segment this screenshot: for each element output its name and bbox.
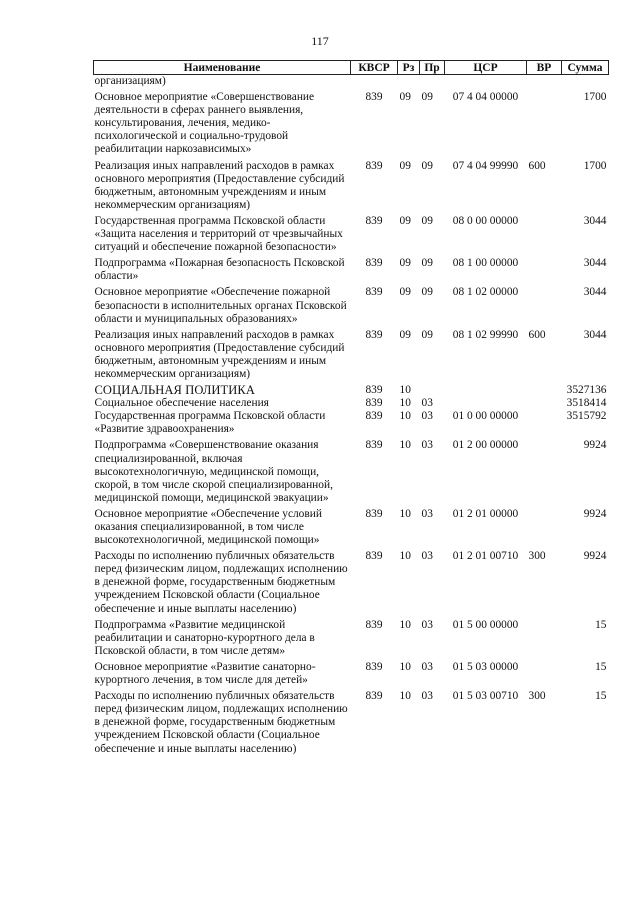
cell-pr: 09 <box>421 91 433 104</box>
cell-csr <box>445 397 527 410</box>
cell-vr <box>527 616 562 658</box>
cell-sum: 3044 <box>583 286 607 299</box>
col-header-vr: ВР <box>527 61 562 75</box>
cell-name: Реализация иных направлений расходов в рамках основного мероприятия (Предоставление субсидий бюджетным, автономным учреждениям и иным некоммерческим организациям) <box>94 159 345 211</box>
cell-pr: 09 <box>421 214 433 227</box>
table-body <box>94 75 609 756</box>
cell-kvsr: 839 <box>365 397 383 410</box>
cell-name: Основное мероприятие «Совершенствование деятельности в сферах раннего выявления, консультирования, лечения, медико-психологической и социально-трудовой реабилитации наркозависимых» <box>94 91 315 156</box>
cell-rz: 10 <box>399 618 411 631</box>
cell-name: Подпрограмма «Совершенствование оказания специализированной, включая высокотехнологичную, медицинской помощи, скорой, в том числе скорой специализированной, медицинской помощи, медицинской эвакуации» <box>94 439 333 504</box>
cell-vr <box>527 410 562 436</box>
cell-name: Подпрограмма «Развитие медицинской реабилитации и санаторно-курортного дела в Псковской области, в том числе детям» <box>94 618 315 657</box>
cell-vr <box>527 658 562 687</box>
table-header-row <box>94 61 609 75</box>
table-row <box>94 687 609 755</box>
cell-pr: 09 <box>421 257 433 270</box>
cell-name: Реализация иных направлений расходов в рамках основного мероприятия (Предоставление субсидий бюджетным, автономным учреждениям и иным некоммерческим организациям) <box>94 328 345 380</box>
cell-csr: 07 4 04 99990 <box>452 159 519 172</box>
cell-name: Расходы по исполнению публичных обязательств перед физическим лицом, подлежащих исполнению в денежной форме, государственным бюджетным учреждением Псковской области (Социальное обеспечение и иные выплаты населению) <box>94 690 348 755</box>
table-row <box>94 505 609 547</box>
cell-pr: 09 <box>421 328 433 341</box>
cell-vr <box>527 397 562 410</box>
cell-csr: 01 5 03 00710 <box>452 690 519 703</box>
cell-name: Основное мероприятие «Обеспечение условий оказания специализированной, в том числе высокотехнологичной, медицинской помощи» <box>94 507 322 547</box>
cell-sum: 3518414 <box>566 397 607 410</box>
cell-sum: 1700 <box>583 159 607 172</box>
cell-vr: 600 <box>528 328 546 341</box>
cell-csr: 08 1 00 00000 <box>452 257 519 270</box>
cell-kvsr: 839 <box>365 257 383 270</box>
cell-sum: 9924 <box>583 550 607 563</box>
table-row <box>94 436 609 504</box>
cell-csr: 01 2 01 00000 <box>452 507 519 520</box>
cell-rz: 10 <box>399 507 411 520</box>
cell-kvsr: 839 <box>365 384 383 397</box>
cell-sum: 3044 <box>583 214 607 227</box>
cell-name: Расходы по исполнению публичных обязательств перед физическим лицом, подлежащих исполнению в денежной форме, государственным бюджетным учреждением Псковской области (Социальное обеспечение и иные выплаты населению) <box>94 550 348 615</box>
cell-kvsr: 839 <box>365 328 383 341</box>
table-row <box>94 547 609 615</box>
cell-pr: 03 <box>421 410 433 423</box>
table-row <box>94 410 609 436</box>
cell-vr: 300 <box>528 550 546 563</box>
cell-pr: 03 <box>421 507 433 520</box>
cell-sum: 9924 <box>583 507 607 520</box>
cell-sum: 3044 <box>583 257 607 270</box>
table-row <box>94 157 609 212</box>
cell-rz: 09 <box>399 214 411 227</box>
cell-kvsr: 839 <box>365 618 383 631</box>
cell-kvsr: 839 <box>365 410 383 423</box>
col-header-kvsr: КВСР <box>351 61 398 75</box>
table-row <box>94 326 609 381</box>
cell-pr: 03 <box>421 439 433 452</box>
cell-vr <box>527 283 562 325</box>
table-row <box>94 381 609 397</box>
cell-csr: 01 2 01 00710 <box>452 550 519 563</box>
cell-csr: 08 1 02 00000 <box>452 286 519 299</box>
col-header-csr: ЦСР <box>445 61 527 75</box>
table-row <box>94 75 609 89</box>
cell-csr <box>445 381 527 397</box>
cell-rz: 09 <box>399 159 411 172</box>
cell-csr: 07 4 04 00000 <box>452 91 519 104</box>
cell-rz: 09 <box>399 257 411 270</box>
cell-vr <box>527 75 562 89</box>
cell-sum: 1700 <box>583 91 607 104</box>
cell-name: Основное мероприятие «Развитие санаторно-курортного лечения, в том числе для детей» <box>94 660 316 687</box>
cell-name: Подпрограмма «Пожарная безопасность Псковской области» <box>94 257 345 283</box>
cell-sum: 15 <box>595 690 607 703</box>
cell-name: Государственная программа Псковской области «Защита населения и территорий от чрезвычайных ситуаций и обеспечение пожарной безопасности» <box>94 214 343 254</box>
cell-sum: 3044 <box>583 328 607 341</box>
cell-rz: 10 <box>399 439 411 452</box>
cell-csr: 01 5 00 00000 <box>452 618 519 631</box>
table-row <box>94 212 609 254</box>
col-header-sum: Сумма <box>562 61 609 75</box>
cell-rz: 09 <box>399 91 411 104</box>
cell-rz: 10 <box>399 550 411 563</box>
cell-csr: 01 5 03 00000 <box>452 660 519 673</box>
cell-sum <box>562 75 609 89</box>
cell-vr <box>527 212 562 254</box>
cell-rz: 09 <box>399 286 411 299</box>
cell-vr <box>527 254 562 283</box>
cell-kvsr: 839 <box>365 660 383 673</box>
cell-kvsr: 839 <box>365 507 383 520</box>
cell-vr <box>527 88 562 156</box>
cell-pr: 03 <box>421 690 433 703</box>
cell-rz: 10 <box>399 660 411 673</box>
cell-sum: 9924 <box>583 439 607 452</box>
cell-rz: 09 <box>399 328 411 341</box>
cell-name: СОЦИАЛЬНАЯ ПОЛИТИКА <box>94 383 255 398</box>
cell-sum: 15 <box>595 660 607 673</box>
cell-pr: 03 <box>421 397 433 410</box>
cell-pr: 03 <box>421 618 433 631</box>
table-row <box>94 254 609 283</box>
col-header-rz: Рз <box>398 61 420 75</box>
cell-csr: 01 2 00 00000 <box>452 439 519 452</box>
cell-name: Социальное обеспечение населения <box>94 397 269 410</box>
cell-rz: 10 <box>399 690 411 703</box>
cell-sum: 15 <box>595 618 607 631</box>
cell-pr <box>420 381 445 397</box>
cell-pr <box>420 75 445 89</box>
cell-rz: 10 <box>399 410 411 423</box>
cell-kvsr: 839 <box>365 286 383 299</box>
cell-kvsr <box>351 75 398 89</box>
table-row <box>94 658 609 687</box>
cell-vr <box>527 381 562 397</box>
cell-kvsr: 839 <box>365 439 383 452</box>
cell-pr: 03 <box>421 550 433 563</box>
page-number: 117 <box>311 34 329 48</box>
cell-csr: 08 1 02 99990 <box>452 328 519 341</box>
cell-kvsr: 839 <box>365 91 383 104</box>
cell-kvsr: 839 <box>365 690 383 703</box>
cell-csr: 08 0 00 00000 <box>452 214 519 227</box>
cell-name: организациям) <box>94 75 166 87</box>
table-row <box>94 397 609 410</box>
cell-kvsr: 839 <box>365 159 383 172</box>
table-row <box>94 88 609 156</box>
col-header-name: Наименование <box>94 61 351 75</box>
cell-vr <box>527 436 562 504</box>
cell-name: Основное мероприятие «Обеспечение пожарной безопасности в исполнительных органах Псковской области и муниципальных образованиях» <box>94 286 347 325</box>
cell-rz: 10 <box>399 384 411 397</box>
cell-pr: 09 <box>421 286 433 299</box>
cell-vr: 300 <box>528 690 546 703</box>
table-row <box>94 283 609 325</box>
cell-pr: 03 <box>421 660 433 673</box>
cell-vr <box>527 505 562 547</box>
cell-sum: 3515792 <box>566 410 607 423</box>
budget-table <box>93 60 609 756</box>
cell-kvsr: 839 <box>365 550 383 563</box>
cell-csr <box>445 75 527 89</box>
cell-vr: 600 <box>528 159 546 172</box>
cell-rz <box>398 75 420 89</box>
col-header-pr: Пр <box>420 61 445 75</box>
cell-rz: 10 <box>399 397 411 410</box>
cell-pr: 09 <box>421 159 433 172</box>
cell-csr: 01 0 00 00000 <box>452 410 519 423</box>
table-row <box>94 616 609 658</box>
cell-sum: 3527136 <box>566 384 607 397</box>
cell-name: Государственная программа Псковской области «Развитие здравоохранения» <box>94 410 326 436</box>
cell-kvsr: 839 <box>365 214 383 227</box>
